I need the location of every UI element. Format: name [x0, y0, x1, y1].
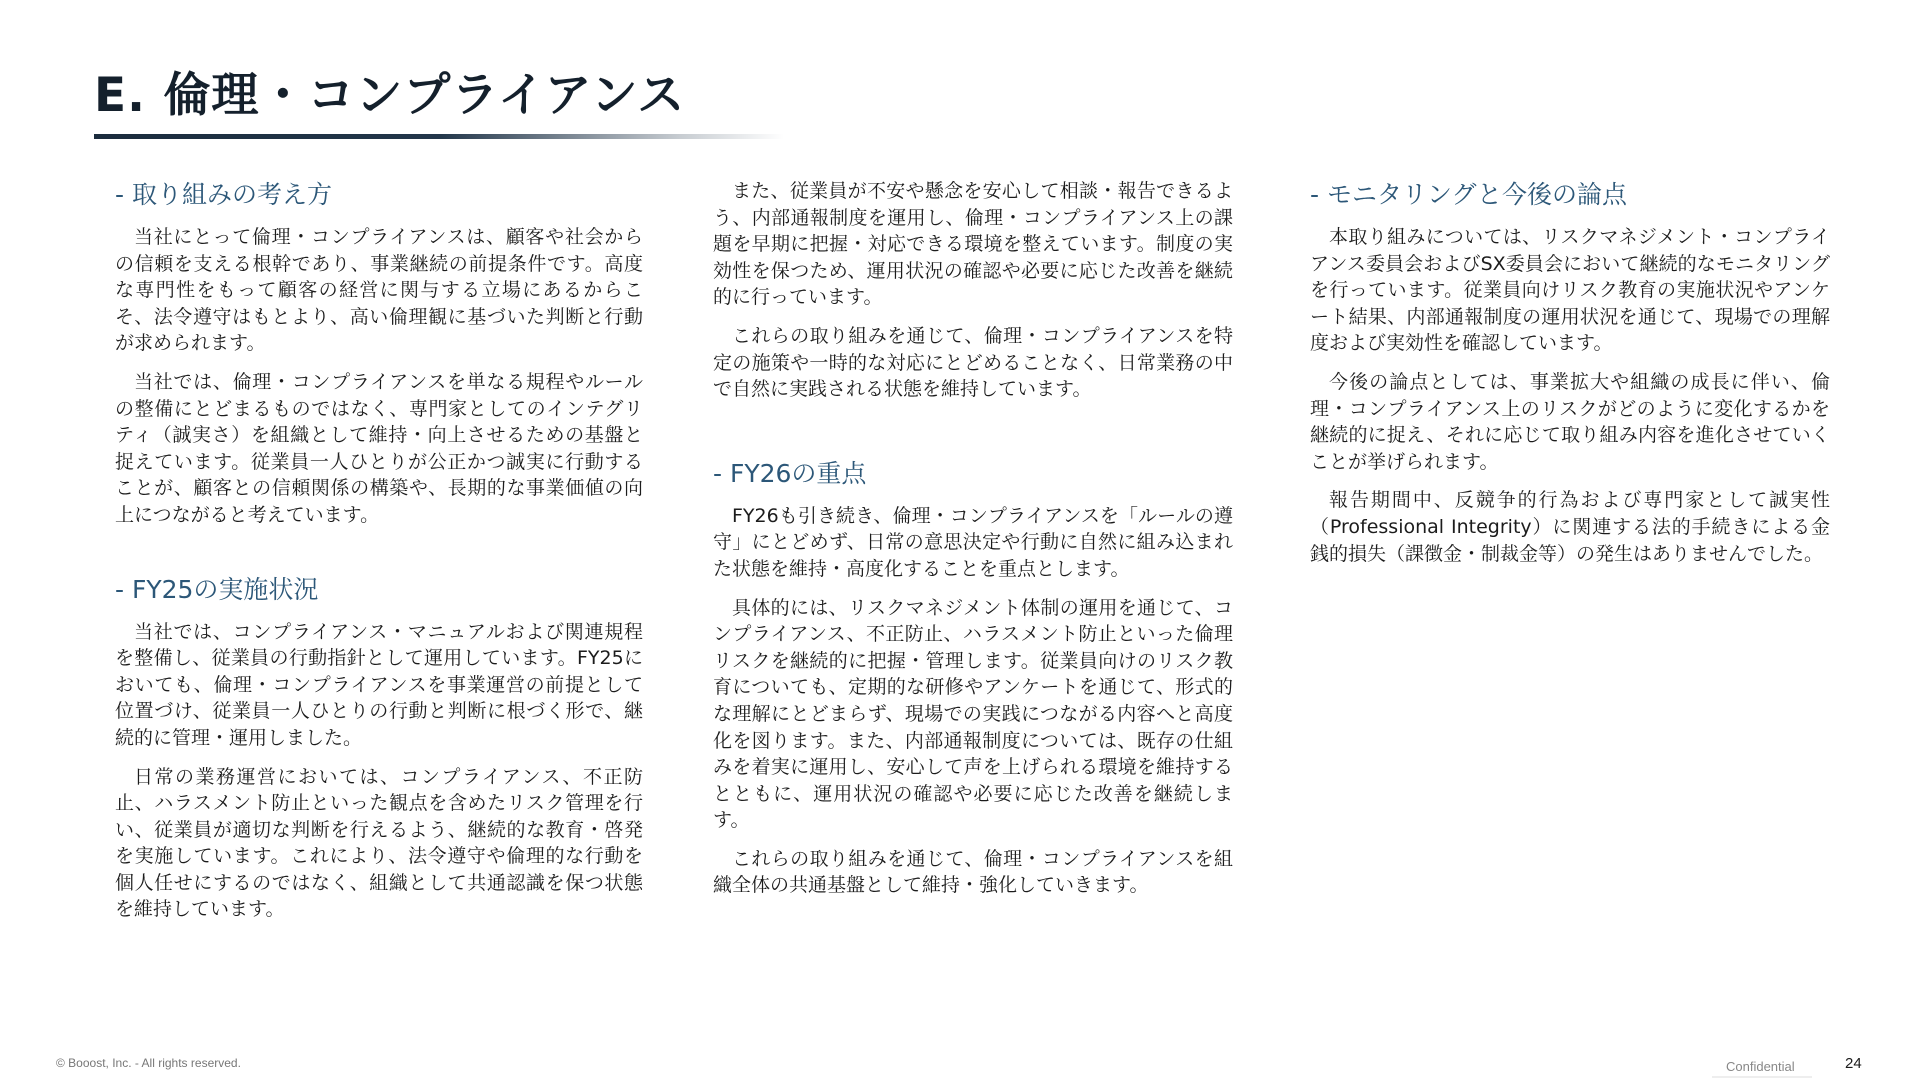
monitoring-paragraph-3: 報告期間中、反競争的行為および専門家として誠実性（Professional Integrity）に関連する法的手続きによる金銭的損失（課徴金・制裁金等）の発生はありませんでした。 [1310, 489, 1830, 565]
right-column [1310, 176, 1830, 579]
fy25-paragraph-2: 日常の業務運営においては、コンプライアンス、不正防止、ハラスメント防止といった観点を含めたリスク管理を行い、従業員が適切な判断を行えるよう、継続的な教育・啓発を実施しています。これにより、法令遵守や倫理的な行動を個人任せにするのではなく、組織として共通認識を保つ状態を維持しています。 [115, 765, 643, 921]
fy26-paragraph-3: これらの取り組みを通じて、倫理・コンプライアンスを組織全体の共通基盤として維持・強化していきます。 [713, 847, 1233, 897]
approach-paragraph-2: 当社では、倫理・コンプライアンスを単なる規程やルールの整備にとどまるものではなく、専門家としてのインテグリティ（誠実さ）を組織として維持・向上させるための基盤と捉えています。従業員一人ひとりが公正かつ誠実に行動することが、顧客との信頼関係の構築や、長期的な事業価値の向上につながると考えています。 [115, 370, 643, 526]
footer-copyright: © Booost, Inc. - All rights reserved. [56, 1056, 241, 1070]
fy26-paragraph-2: 具体的には、リスクマネジメント体制の運用を通じて、コンプライアンス、不正防止、ハラスメント防止といった倫理リスクを継続的に把握・管理します。従業員向けのリスク教育についても、定期的な研修やアンケートを通じて、形式的な理解にとどまらず、現場での実践につながる内容へと高度化を図ります。また、内部通報制度については、既存の仕組みを着実に運用し、安心して声を上げられる環境を維持するとともに、運用状況の確認や必要に応じた改善を継続します。 [713, 596, 1233, 832]
page-title: E. 倫理・コンプライアンス [94, 68, 686, 123]
monitoring-paragraph-2: 今後の論点としては、事業拡大や組織の成長に伴い、倫理・コンプライアンス上のリスクがどのように変化するかを継続的に捉え、それに応じて取り組み内容を進化させていくことが挙げられます。 [1310, 370, 1830, 473]
page-number: 24 [1845, 1055, 1862, 1072]
continuation-paragraph-2: これらの取り組みを通じて、倫理・コンプライアンスを特定の施策や一時的な対応にとどめることなく、日常業務の中で自然に実践される状態を維持しています。 [713, 324, 1233, 401]
continuation-paragraph-1: また、従業員が不安や懸念を安心して相談・報告できるよう、内部通報制度を運用し、倫理・コンプライアンス上の課題を早期に把握・対応できる環境を整えています。制度の実効性を保つため、運用状況の確認や必要に応じた改善を継続的に行っています。 [713, 180, 1233, 309]
fy26-paragraph-1: FY26も引き続き、倫理・コンプライアンスを「ルールの遵守」にとどめず、日常の意思決定や行動に自然に組み込まれた状態を維持・高度化することを重点とします。 [713, 504, 1233, 580]
section-heading-fy25: - FY25の実施状況 [115, 574, 319, 604]
title-underline [94, 134, 784, 139]
monitoring-paragraph-1: 本取り組みについては、リスクマネジメント・コンプライアンス委員会およびSX委員会において継続的なモニタリングを行っています。従業員向けリスク教育の実施状況やアンケート結果、内部通報制度の運用状況を通じて、現場での理解度および実効性を確認しています。 [1310, 226, 1830, 355]
section-heading-fy26: - FY26の重点 [713, 458, 867, 488]
confidential-label: Confidential [1726, 1059, 1795, 1074]
left-column [115, 176, 643, 935]
confidential-divider [1712, 1076, 1812, 1078]
approach-paragraph-1: 当社にとって倫理・コンプライアンスは、顧客や社会からの信頼を支える根幹であり、事業継続の前提条件です。高度な専門性をもって顧客の経営に関与する立場にあるからこそ、法令遵守はもとより、高い倫理観に基づいた判断と行動が求められます。 [115, 226, 643, 355]
section-heading-monitoring: - モニタリングと今後の論点 [1310, 180, 1627, 209]
middle-column [713, 178, 1233, 911]
fy25-paragraph-1: 当社では、コンプライアンス・マニュアルおよび関連規程を整備し、従業員の行動指針として運用しています。FY25においても、倫理・コンプライアンスを事業運営の前提として位置づけ、従業員一人ひとりの行動と判断に根づく形で、継続的に管理・運用しました。 [115, 620, 643, 749]
section-heading-approach: - 取り組みの考え方 [115, 180, 332, 209]
